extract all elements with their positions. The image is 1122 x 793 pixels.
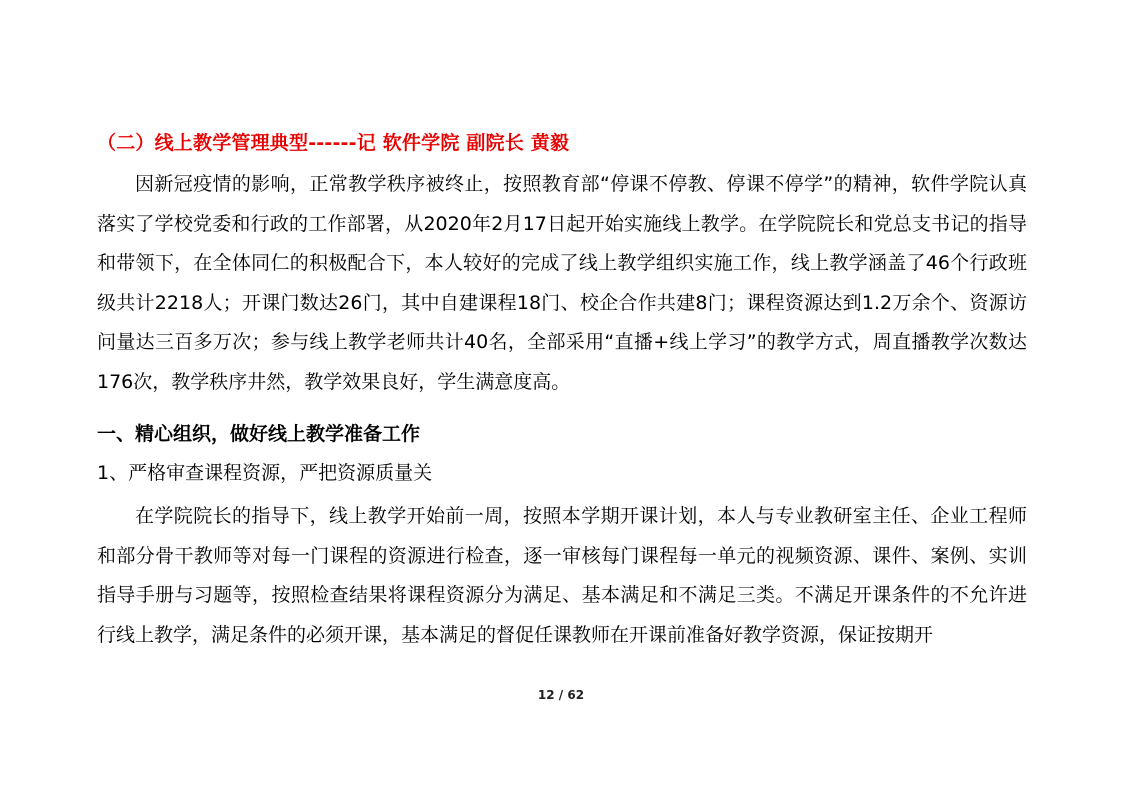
- section-heading-1: 一、精心组织，做好线上教学准备工作: [97, 423, 421, 445]
- body-paragraph-2: 在学院院长的指导下，线上教学开始前一周，按照本学期开课计划，本人与专业教研室主任、企业工程师和部分骨干教师等对每一门课程的资源进行检查，逐一审核每门课程每一单元的视频资源、课件、案例、实训指导手册与习题等，按照检查结果将课程资源分为满足、基本满足和不满足三类。不满足开课条件的不允许进行线上教学，满足条件的必须开课，基本满足的督促任课教师在开课前准备好教学资源，保证按期开: [97, 505, 1027, 646]
- subheading-1: 1、严格审查课程资源，严把资源质量关: [97, 462, 433, 484]
- section-title: （二）线上教学管理典型------记 软件学院 副院长 黄毅: [97, 132, 570, 154]
- intro-paragraph: 因新冠疫情的影响，正常教学秩序被终止，按照教育部“停课不停教、停课不停学”的精神，软件学院认真落实了学校党委和行政的工作部署，从2020年2月17日起开始实施线上教学。在学院院长和党总支书记的指导和带领下，在全体同仁的积极配合下，本人较好的完成了线上教学组织实施工作，线上教学涵盖了46个行政班级共计2218人；开课门数达26门，其中自建课程18门、校企合作共建8门；课程资源达到1.2万余个、资源访问量达三百多万次；参与线上教学老师共计40名，全部采用“直播+线上学习”的教学方式，周直播教学次数达176次，教学秩序井然，教学效果良好，学生满意度高。: [97, 173, 1027, 393]
- page-number: 12 / 62: [537, 688, 585, 702]
